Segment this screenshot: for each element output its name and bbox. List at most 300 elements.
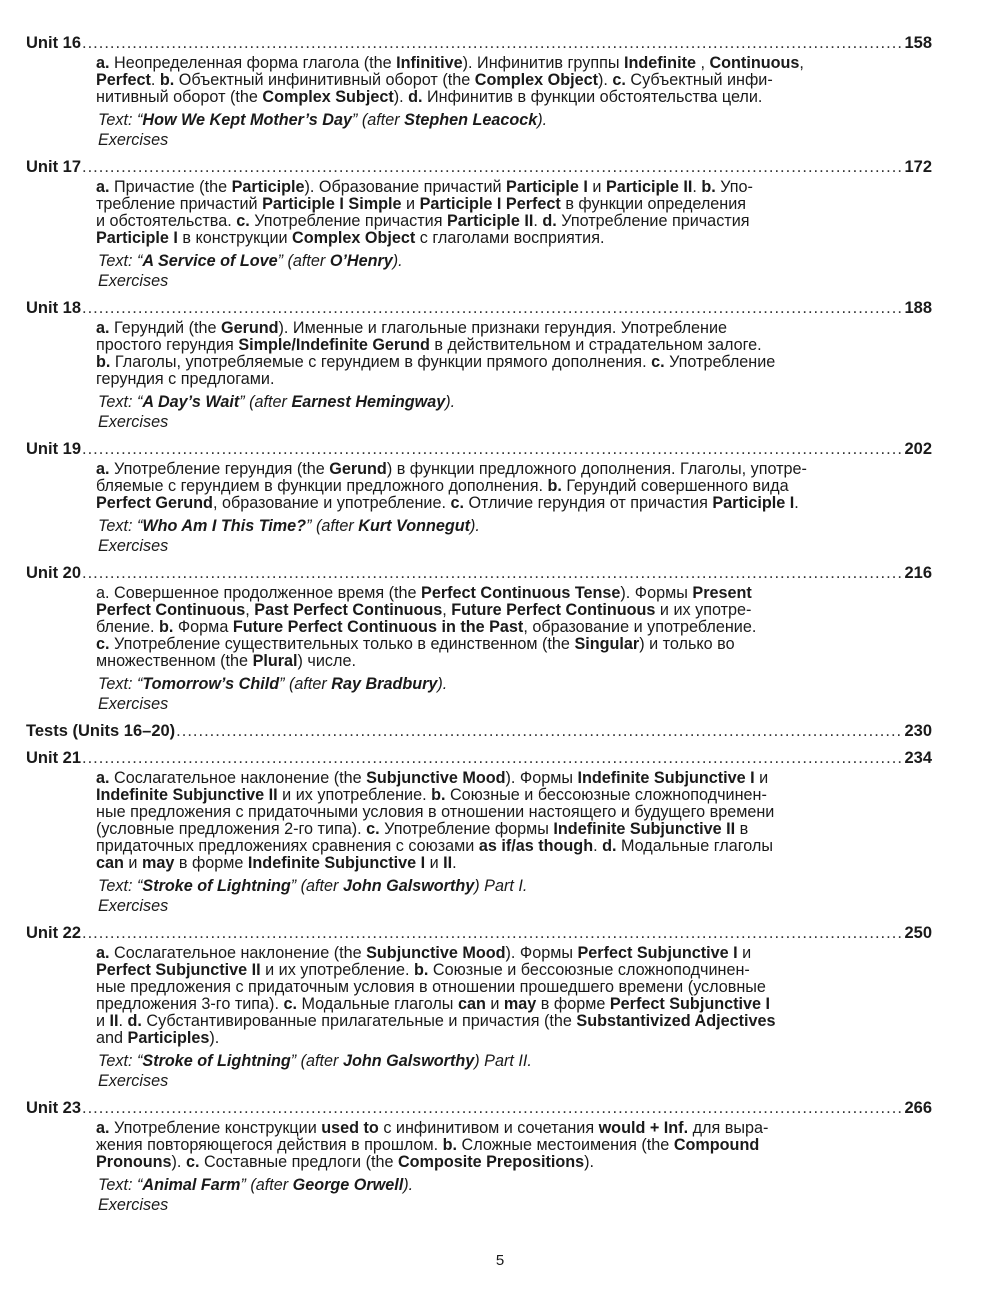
description-run: Perfect Subjunctive I <box>577 944 738 962</box>
description-run: Complex Object <box>292 229 416 247</box>
description-line <box>96 636 932 653</box>
description-line <box>96 213 932 230</box>
description-run: ). Именные и глагольные признаки герундия. Употребление <box>278 319 728 337</box>
description-line <box>96 619 932 636</box>
text-run: Tomorrow’s Child <box>142 675 280 693</box>
description-run: Форма <box>173 618 233 636</box>
description-run: ). Формы <box>505 944 578 962</box>
description-run: Composite Prepositions <box>397 1153 585 1171</box>
toc-entry-exercises: Exercises <box>98 413 169 431</box>
description-run: придаточных предложениях сравнения с союзами <box>96 837 479 855</box>
toc-entry-heading[interactable] <box>26 438 932 460</box>
toc-entry-text <box>98 251 932 271</box>
description-run: a. Совершенное продолженное время (the <box>96 584 422 602</box>
toc-entry-heading[interactable] <box>26 32 932 54</box>
description-run: (условные предложения 2-го типа). <box>96 820 367 838</box>
description-run: Participle I Simple <box>262 195 402 213</box>
description-run: a. <box>96 319 110 337</box>
text-run: Text: “ <box>98 675 143 693</box>
text-run: A Day’s Wait <box>142 393 240 411</box>
toc-entry-title: Unit 18 <box>26 299 82 317</box>
description-run: Participle I <box>712 494 795 512</box>
description-run: и их употребление. <box>260 961 415 979</box>
description-run: для выра- <box>688 1119 769 1137</box>
description-run: в функции определения <box>560 195 747 213</box>
description-run: Substantivized Adjectives <box>576 1012 776 1030</box>
text-run: Stroke of Lightning <box>142 1052 291 1070</box>
text-run: ” (after <box>240 1176 293 1194</box>
toc-entry-description <box>96 461 932 512</box>
description-run: , <box>245 601 255 619</box>
toc-entry <box>26 720 932 742</box>
toc-entry <box>26 747 932 917</box>
toc-entry-exercises: Exercises <box>98 897 169 915</box>
description-run: предложения 3-го типа). <box>96 995 284 1013</box>
text-run: How We Kept Mother’s Day <box>142 111 352 129</box>
description-run: Perfect Continuous Tense <box>421 584 621 602</box>
description-run: ). <box>209 1029 220 1047</box>
description-run: в действительном и страдательном залоге. <box>429 336 762 354</box>
description-run: Употребление причастия <box>556 212 750 230</box>
description-run: Singular <box>574 635 640 653</box>
description-run: , <box>442 601 452 619</box>
text-run: Stroke of Lightning <box>142 877 291 895</box>
description-run: Participle I <box>96 229 178 247</box>
description-run: Perfect <box>96 71 151 89</box>
text-run: ” (after <box>277 252 330 270</box>
description-run: ) и только во <box>639 635 735 653</box>
description-run: c. <box>366 820 380 838</box>
description-run: Complex Object <box>474 71 598 89</box>
description-run: Субъектный инфи- <box>625 71 773 89</box>
text-run: Ray Bradbury <box>331 675 438 693</box>
toc-entry-heading[interactable] <box>26 562 932 584</box>
toc-entry-title: Unit 20 <box>26 564 82 582</box>
description-run: Сложные местоимения (the <box>457 1136 674 1154</box>
description-run: c. <box>651 353 665 371</box>
description-run: требление причастий <box>96 195 263 213</box>
toc-entry-description <box>96 945 932 1047</box>
description-run: ные предложения с придаточным условия в отношении прошедшего времени (условные <box>96 978 766 996</box>
description-run: Отличие герундия от причастия <box>463 494 713 512</box>
toc-entry-title: Unit 16 <box>26 34 82 52</box>
description-run: Pronouns <box>96 1153 172 1171</box>
description-run: Subjunctive Mood <box>366 944 506 962</box>
dot-leader <box>82 747 903 769</box>
description-run: Plural <box>252 652 298 670</box>
description-run: Participle I <box>506 178 588 196</box>
description-run: Future Perfect Continuous <box>451 601 656 619</box>
text-run: ” (after <box>290 1052 343 1070</box>
text-run: ). <box>403 1176 414 1194</box>
description-run: Participles <box>127 1029 210 1047</box>
description-run: Indefinite Subjunctive II <box>96 786 278 804</box>
toc-entry-description <box>96 585 932 670</box>
description-run: Gerund <box>220 319 279 337</box>
description-run: b. <box>96 353 111 371</box>
description-run: в форме <box>174 854 248 872</box>
text-run: Text: “ <box>98 252 143 270</box>
description-line <box>96 230 932 247</box>
description-run: и <box>737 944 752 962</box>
description-run: ). Инфинитив группы <box>462 54 625 72</box>
description-run: II <box>443 854 453 872</box>
description-run: Употребление существительных только в единственном (the <box>109 635 575 653</box>
description-run: Герундий совершенного вида <box>561 477 789 495</box>
page-number: 5 <box>495 1252 505 1269</box>
description-run: Continuous <box>709 54 800 72</box>
toc-entry-text <box>98 516 932 536</box>
description-run: II <box>109 1012 119 1030</box>
text-run: Text: “ <box>98 393 143 411</box>
text-run: ). <box>470 517 480 535</box>
description-run: Инфинитив в функции обстоятельства цели. <box>422 88 763 106</box>
text-run: ). <box>445 393 456 411</box>
description-run: Indefinite Subjunctive I <box>577 769 755 787</box>
description-line <box>96 72 932 89</box>
description-line <box>96 770 932 787</box>
text-run: Animal Farm <box>142 1176 241 1194</box>
description-run: и <box>587 178 606 196</box>
toc-entry-title: Unit 19 <box>26 440 82 458</box>
description-run: Глаголы, употребляемые с герундием в функции прямого дополнения. <box>110 353 652 371</box>
description-run: . <box>593 837 603 855</box>
text-run: John Galsworthy <box>342 1052 475 1070</box>
description-run: as if/as though <box>478 837 594 855</box>
description-line <box>96 1120 932 1137</box>
description-run: c. <box>283 995 297 1013</box>
description-run: a. <box>96 769 110 787</box>
text-run: Earnest Hemingway <box>291 393 446 411</box>
description-line <box>96 602 932 619</box>
description-run: Participle <box>231 178 305 196</box>
description-run: Perfect Subjunctive II <box>96 961 261 979</box>
toc-entry-exercises: Exercises <box>98 272 169 290</box>
description-run: Participle II <box>447 212 534 230</box>
description-line <box>96 1030 932 1047</box>
description-line <box>96 821 932 838</box>
description-line <box>96 55 932 72</box>
text-run: ” (after <box>290 877 343 895</box>
description-run: Субстантивированные прилагательные и причастия (the <box>141 1012 577 1030</box>
description-run: a. <box>96 54 110 72</box>
description-line <box>96 1154 932 1171</box>
toc-entry-text <box>98 876 932 896</box>
description-run: и <box>401 195 420 213</box>
text-run: O’Henry <box>329 252 393 270</box>
description-run: нитивный оборот (the <box>96 88 263 106</box>
description-run: can <box>457 995 486 1013</box>
toc-entry-page: 266 <box>904 1099 932 1117</box>
text-run: ” (after <box>279 675 332 693</box>
text-run: Text: “ <box>98 877 143 895</box>
dot-leader <box>176 720 903 742</box>
description-line <box>96 1013 932 1030</box>
description-line <box>96 461 932 478</box>
toc-entry-page: 216 <box>904 564 932 582</box>
description-run: d. <box>127 1012 142 1030</box>
description-run: герундия с предлогами. <box>96 370 275 388</box>
text-run: ” (after <box>239 393 292 411</box>
description-run: с глаголами восприятия. <box>415 229 605 247</box>
toc-entry-description <box>96 55 932 106</box>
description-run: c. <box>236 212 250 230</box>
description-run: a. <box>96 178 110 196</box>
description-line <box>96 945 932 962</box>
dot-leader <box>82 562 903 584</box>
toc-entry-text <box>98 392 932 412</box>
toc-entry-title: Unit 22 <box>26 924 82 942</box>
text-run: Text: “ <box>98 517 143 535</box>
description-run: a. <box>96 944 110 962</box>
description-run: Употребление причастия <box>249 212 447 230</box>
description-run: Future Perfect Continuous in the Past <box>232 618 524 636</box>
description-run: , образование и употребление. <box>212 494 451 512</box>
toc-entry-description <box>96 770 932 872</box>
description-line <box>96 585 932 602</box>
description-run: и <box>425 854 444 872</box>
description-line <box>96 320 932 337</box>
description-line <box>96 179 932 196</box>
toc-entry-heading[interactable] <box>26 922 932 944</box>
description-run: Сослагательное наклонение (the <box>109 944 367 962</box>
text-run: ) Part II. <box>474 1052 532 1070</box>
description-run: d. <box>602 837 617 855</box>
text-run: ). <box>537 111 548 129</box>
description-run: Past Perfect Continuous <box>254 601 443 619</box>
dot-leader <box>82 922 903 944</box>
text-run: ” (after <box>306 517 359 535</box>
toc-entry-exercises: Exercises <box>98 695 169 713</box>
text-run: Who Am I This Time? <box>142 517 307 535</box>
description-run: b. <box>431 786 446 804</box>
description-run: жения повторяющегося действия в прошлом. <box>96 1136 443 1154</box>
description-line <box>96 196 932 213</box>
description-run: used to <box>321 1119 379 1137</box>
description-run: и их употребление. <box>277 786 432 804</box>
toc-entry-page: 158 <box>904 34 932 52</box>
description-run: Simple/Indefinite Gerund <box>238 336 430 354</box>
description-line <box>96 478 932 495</box>
description-run: и <box>754 769 769 787</box>
description-run: a. <box>96 1119 110 1137</box>
toc-entry-text <box>98 674 932 694</box>
description-line <box>96 979 932 996</box>
text-run: Stephen Leacock <box>404 111 538 129</box>
toc-entry-text <box>98 1051 932 1071</box>
description-line <box>96 354 932 371</box>
description-run: Употребление формы <box>379 820 554 838</box>
description-run: бление. <box>96 618 159 636</box>
description-run: Сослагательное наклонение (the <box>109 769 367 787</box>
description-run: ) в функции предложного дополнения. Глаголы, употре- <box>386 460 807 478</box>
toc-entry-title: Tests (Units 16–20) <box>26 722 176 740</box>
text-run: John Galsworthy <box>342 877 475 895</box>
description-run: . <box>794 494 799 512</box>
description-run: Subjunctive Mood <box>366 769 506 787</box>
toc-entry-heading[interactable] <box>26 156 932 178</box>
description-run: Indefinite Subjunctive II <box>553 820 736 838</box>
description-run: b. <box>442 1136 457 1154</box>
description-line <box>96 1137 932 1154</box>
toc-entry-exercises: Exercises <box>98 537 169 555</box>
toc-entry-page: 202 <box>904 440 932 458</box>
description-run: и <box>485 995 504 1013</box>
description-run: Употребление <box>664 353 776 371</box>
toc-entry-heading[interactable] <box>26 297 932 319</box>
description-run: ). Формы <box>620 584 693 602</box>
description-run: b. <box>701 178 716 196</box>
toc-entry-description <box>96 1120 932 1171</box>
toc-entry <box>26 438 932 557</box>
description-run: Союзные и бессоюзные сложноподчинен- <box>445 786 767 804</box>
text-run: Text: “ <box>98 111 143 129</box>
description-run: . <box>452 854 457 872</box>
text-run: George Orwell <box>292 1176 404 1194</box>
description-run: ). Формы <box>505 769 578 787</box>
toc-entry-text <box>98 110 932 130</box>
text-run: A Service of Love <box>142 252 278 270</box>
toc-entry <box>26 156 932 292</box>
text-run: Kurt Vonnegut <box>358 517 471 535</box>
toc-entry-page: 230 <box>904 722 932 740</box>
toc-entry-heading[interactable] <box>26 747 932 769</box>
description-run: Объектный инфинитивный оборот (the <box>174 71 475 89</box>
description-run: b. <box>158 618 174 636</box>
description-run: Participle II <box>605 178 693 196</box>
toc-entry-description <box>96 179 932 247</box>
description-run: ) числе. <box>297 652 356 670</box>
description-run: и <box>96 1012 110 1030</box>
description-run: множественном (the <box>96 652 253 670</box>
description-line <box>96 653 932 670</box>
description-run: и обстоятельства. <box>96 212 237 230</box>
description-run: ). <box>584 1153 595 1171</box>
description-run: и их употре- <box>655 601 752 619</box>
description-line <box>96 89 932 106</box>
description-run: Герундий (the <box>109 319 221 337</box>
description-run: may <box>503 995 537 1013</box>
description-run: Употребление конструкции <box>109 1119 322 1137</box>
text-run: ). <box>437 675 448 693</box>
toc-entry-title: Unit 21 <box>26 749 82 767</box>
description-run: Complex Subject <box>262 88 394 106</box>
toc-entry <box>26 922 932 1092</box>
description-run: , <box>799 54 804 72</box>
description-line <box>96 371 932 388</box>
description-run: Упо- <box>715 178 753 196</box>
toc-entry-heading[interactable] <box>26 1097 932 1119</box>
description-run: b. <box>159 71 175 89</box>
toc-entry-exercises: Exercises <box>98 131 169 149</box>
description-run: Составные предлоги (the <box>199 1153 398 1171</box>
text-run: ” (after <box>351 111 405 129</box>
description-run: Причастие (the <box>109 178 232 196</box>
description-run: в <box>735 820 749 838</box>
description-run: Indefinite Subjunctive I <box>247 854 426 872</box>
toc-entry <box>26 32 932 151</box>
description-run: . <box>150 71 160 89</box>
toc-entry-page: 172 <box>904 158 932 176</box>
description-run: ). <box>393 88 409 106</box>
description-run: бляемые с герундием в функции предложного дополнения. <box>96 477 548 495</box>
description-run: may <box>141 854 175 872</box>
table-of-contents <box>26 32 932 1221</box>
description-run: Модальные глаголы <box>616 837 773 855</box>
description-run: . <box>118 1012 128 1030</box>
description-run: and <box>96 1029 128 1047</box>
description-run: Употребление герундия (the <box>109 460 330 478</box>
description-run: can <box>96 854 124 872</box>
description-line <box>96 337 932 354</box>
description-run: с инфинитивом и сочетания <box>378 1119 599 1137</box>
description-run: простого герундия <box>96 336 239 354</box>
description-line <box>96 855 932 872</box>
description-line <box>96 495 932 512</box>
description-run: b. <box>414 961 429 979</box>
description-run: would + Inf. <box>598 1119 689 1137</box>
description-run: ). <box>597 71 613 89</box>
toc-entry-text <box>98 1175 932 1195</box>
description-run: и <box>123 854 142 872</box>
description-run: c. <box>185 1153 200 1171</box>
toc-entry <box>26 562 932 715</box>
description-run: c. <box>96 635 110 653</box>
text-run: Text: “ <box>98 1052 143 1070</box>
description-run: c. <box>450 494 464 512</box>
description-run: Союзные и бессоюзные сложноподчинен- <box>428 961 750 979</box>
description-run: ). Образование причастий <box>304 178 507 196</box>
description-run: Present <box>692 584 752 602</box>
description-line <box>96 787 932 804</box>
description-run: Модальные глаголы <box>296 995 458 1013</box>
description-run: d. <box>408 88 423 106</box>
toc-entry-page: 250 <box>904 924 932 942</box>
description-run: Неопределенная форма глагола (the <box>109 54 397 72</box>
toc-entry-title: Unit 23 <box>26 1099 82 1117</box>
description-run: в форме <box>536 995 610 1013</box>
description-run: Perfect Subjunctive I <box>609 995 770 1013</box>
dot-leader <box>82 297 903 319</box>
description-line <box>96 962 932 979</box>
toc-entry-exercises: Exercises <box>98 1072 169 1090</box>
description-run: , <box>695 54 710 72</box>
description-run: , образование и употребление. <box>523 618 757 636</box>
text-run: Text: “ <box>98 1176 143 1194</box>
description-run: Participle I Perfect <box>419 195 561 213</box>
description-run: b. <box>547 477 562 495</box>
description-run: a. <box>96 460 110 478</box>
toc-entry-description <box>96 320 932 388</box>
description-run: ). <box>171 1153 186 1171</box>
description-line <box>96 996 932 1013</box>
description-run: Indefinite <box>624 54 696 72</box>
description-run: Compound <box>673 1136 760 1154</box>
description-run: c. <box>612 71 626 89</box>
description-run: в конструкции <box>177 229 293 247</box>
description-run: Infinitive <box>396 54 463 72</box>
dot-leader <box>82 156 903 178</box>
description-run: Gerund <box>329 460 387 478</box>
dot-leader <box>82 32 903 54</box>
dot-leader <box>82 1097 903 1119</box>
text-run: ). <box>392 252 403 270</box>
toc-entry <box>26 1097 932 1216</box>
description-line <box>96 838 932 855</box>
description-run: Perfect Gerund <box>96 494 213 512</box>
description-run: d. <box>542 212 557 230</box>
toc-entry-heading[interactable] <box>26 720 932 742</box>
